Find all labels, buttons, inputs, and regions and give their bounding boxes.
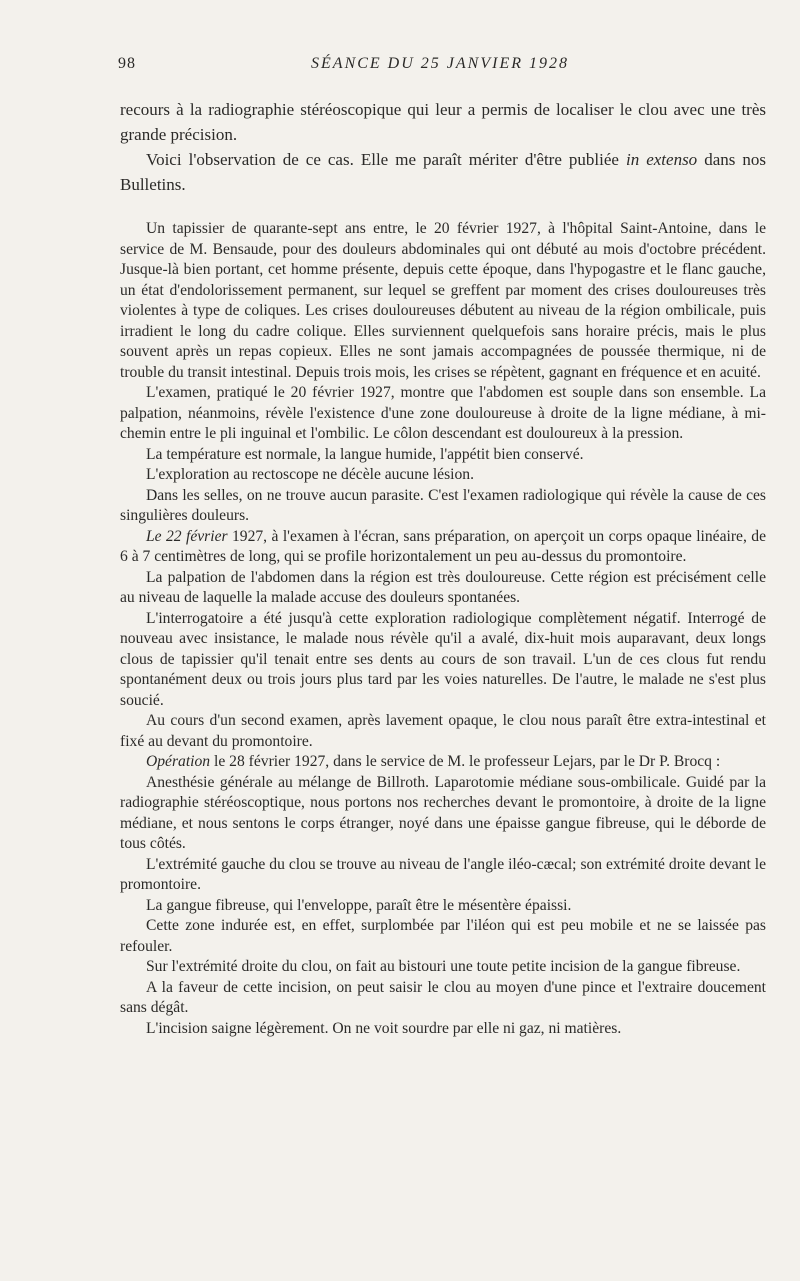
lead-text-span: Voici l'observation de ce cas. Elle me paraît mériter d'être publiée [146,150,626,169]
case-paragraph: Au cours d'un second examen, après lavement opaque, le clou nous paraît être extra-intestinal et fixé au devant du promontoire. [120,712,766,750]
case-paragraph: L'extrémité gauche du clou se trouve au niveau de l'angle iléo-cæcal; son extrémité droite devant le promontoire. [120,855,766,893]
page-header [118,55,762,77]
case-paragraph: L'incision saigne légèrement. On ne voit sourdre par elle ni gaz, ni matières. [146,1019,622,1037]
italic-phrase: Le 22 février [146,527,228,545]
case-paragraph: La gangue fibreuse, qui l'enveloppe, paraît être le mésentère épaissi. [146,896,572,914]
case-paragraph [120,527,766,568]
italic-phrase: Opération [146,753,211,770]
lead-text [120,97,766,197]
case-paragraph: L'examen, pratiqué le 20 février 1927, montre que l'abdomen est souple dans son ensemble. La palpation, néanmoins, révèle l'existence d'une zone douloureuse à droite de la ligne médiane, à mi-chemin entre le pli inguinal et l'ombilic. Le côlon descendant est douloureux à la pression. [120,384,766,442]
case-paragraph: Cette zone indurée est, en effet, surplombée par l'iléon qui est peu mobile et ne se laissée pas refouler. [120,917,766,955]
lead-paragraph: recours à la radiographie stéréoscopique qui leur a permis de localiser le clou avec une très grande précision. [120,100,766,144]
lead-text-span: dans nos Bulletins. [120,150,766,194]
case-paragraph: A la faveur de cette incision, on peut saisir le clou au moyen d'une pince et l'extraire doucement sans dégât. [120,978,766,1016]
lead-paragraph [120,147,766,197]
running-title: SÉANCE DU 25 JANVIER 1928 [311,55,569,72]
italic-phrase: in extenso [625,150,698,169]
page-number: 98 [118,55,136,72]
case-paragraph: Sur l'extrémité droite du clou, on fait au bistouri une toute petite incision de la gangue fibreuse. [146,958,741,975]
case-paragraph: Un tapissier de quarante-sept ans entre, le 20 février 1927, à l'hôpital Saint-Antoine, dans le service de M. Bensaude, pour des douleurs abdominales qui ont débuté au mois d'octobre précédent. Jusque-là bien portant, cet homme présente, depuis cette époque, dans l'hypogastre et le flanc gauche, un état d'endolorissement permanent, sur lequel se greffent par moment des crises douloureuses très violentes à type de coliques. Les crises douloureuses débutent au niveau de la région ombilicale, puis irradient le long du cadre colique. Elles surviennent quelquefois sans horaire précis, mais le plus souvent après un repas copieux. Elles ne sont jamais accompagnées de poussée thermique, ni de trouble du transit intestinal. Depuis trois mois, les crises se répètent, gagnant en fréquence et en acuité. [120,220,766,381]
case-paragraph [120,752,766,773]
case-text-span: 1927, à l'examen à l'écran, sans préparation, on aperçoit un corps opaque linéaire, de 6 à 7 centimètres de long, qui se profile horizontalement un peu au-dessus du promontoire. [120,527,766,565]
case-paragraph: Dans les selles, on ne trouve aucun parasite. C'est l'examen radiologique qui révèle la cause de ces singulières douleurs. [120,486,766,524]
case-paragraph: La palpation de l'abdomen dans la région est très douloureuse. Cette région est précisément celle au niveau de laquelle la malade accuse des douleurs spontanées. [120,568,766,606]
case-paragraph: Anesthésie générale au mélange de Billroth. Laparotomie médiane sous-ombilicale. Guidé par la radiographie stéréoscoptique, nous portons nos recherches devant le promontoire, à droite de la ligne médiane, et nous sentons le corps étranger, noyé dans une épaisse gangue fibreuse, qui le déborde de tous côtés. [120,773,766,852]
case-paragraph: L'exploration au rectoscope ne décèle aucune lésion. [146,466,474,483]
case-paragraph: La température est normale, la langue humide, l'appétit bien conservé. [146,445,584,463]
case-paragraph: L'interrogatoire a été jusqu'à cette exploration radiologique complètement négatif. Interrogé de nouveau avec insistance, le malade nous révèle qu'il a avalé, dix-huit mois auparavant, deux longs clous de tapissier qu'il tenait entre ses dents au cours de son travail. L'un de ces clous fut rendu spontanément deux ou trois jours plus tard par les voies naturelles. De l'autre, le malade ne s'est plus soucié. [120,609,766,709]
case-report [120,219,766,1039]
case-text-span: le 28 février 1927, dans le service de M. le professeur Lejars, par le Dr P. Brocq : [210,753,721,770]
